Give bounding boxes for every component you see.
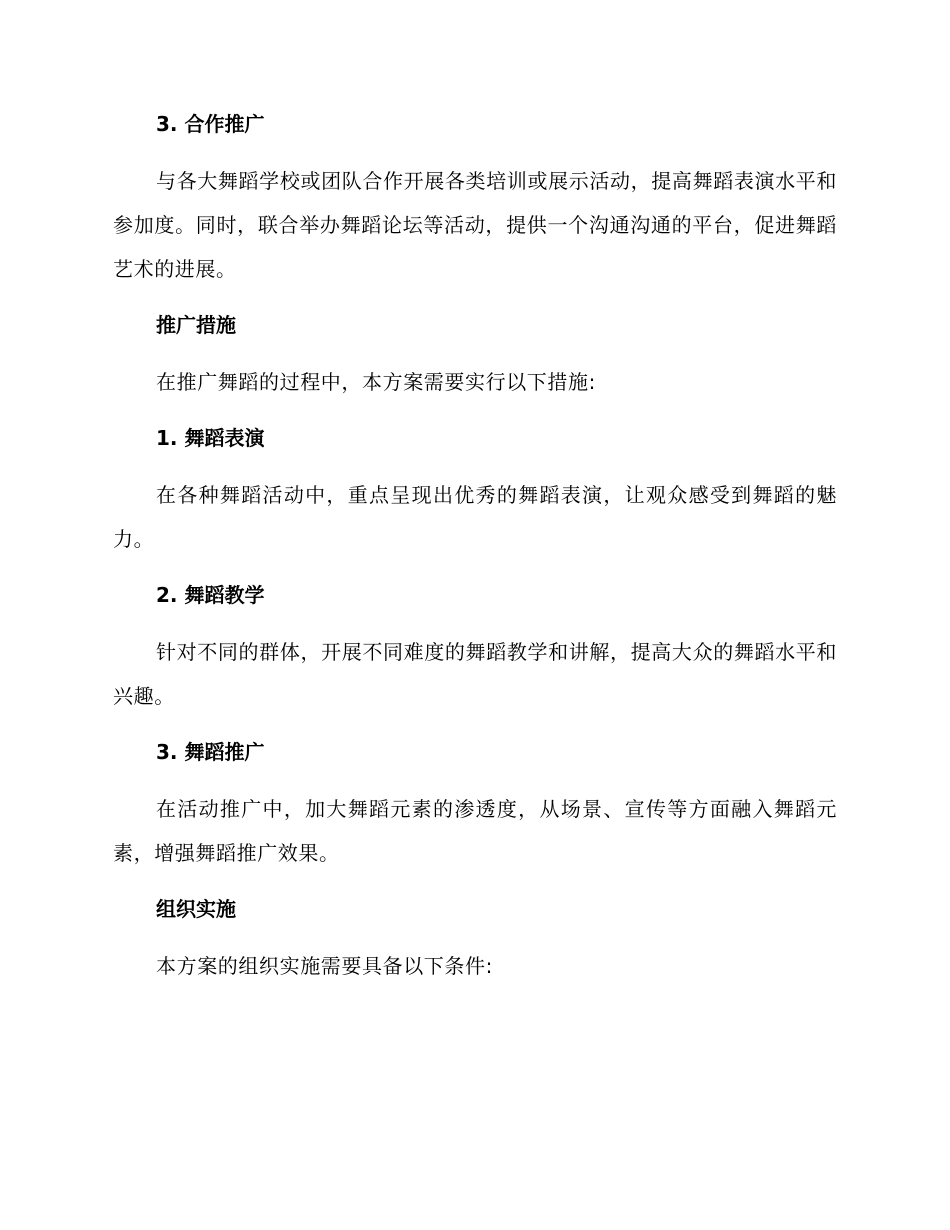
paragraph-teaching: 针对不同的群体，开展不同难度的舞蹈教学和讲解，提高大众的舞蹈水平和兴趣。 [113, 640, 837, 708]
paragraph-promotion: 在活动推广中，加大舞蹈元素的渗透度，从场景、宣传等方面融入舞蹈元素，增强舞蹈推广效果。 [113, 797, 837, 865]
section-heading-cooperation: 3. 合作推广 [156, 112, 265, 136]
section-heading-implementation: 组织实施 [156, 897, 236, 921]
section-heading-teaching: 2. 舞蹈教学 [156, 583, 265, 607]
paragraph-cooperation: 与各大舞蹈学校或团队合作开展各类培训或展示活动，提高舞蹈表演水平和参加度。同时，联合举办舞蹈论坛等活动，提供一个沟通沟通的平台，促进舞蹈艺术的进展。 [113, 169, 837, 281]
document-page [113, 108, 837, 1006]
paragraph-performance: 在各种舞蹈活动中，重点呈现出优秀的舞蹈表演，让观众感受到舞蹈的魅力。 [113, 483, 837, 551]
section-heading-promotion: 3. 舞蹈推广 [156, 740, 265, 764]
paragraph-implementation-intro: 本方案的组织实施需要具备以下条件: [156, 954, 493, 978]
section-heading-performance: 1. 舞蹈表演 [156, 426, 265, 450]
paragraph-measures-intro: 在推广舞蹈的过程中，本方案需要实行以下措施: [156, 370, 596, 394]
section-heading-measures: 推广措施 [156, 313, 236, 337]
